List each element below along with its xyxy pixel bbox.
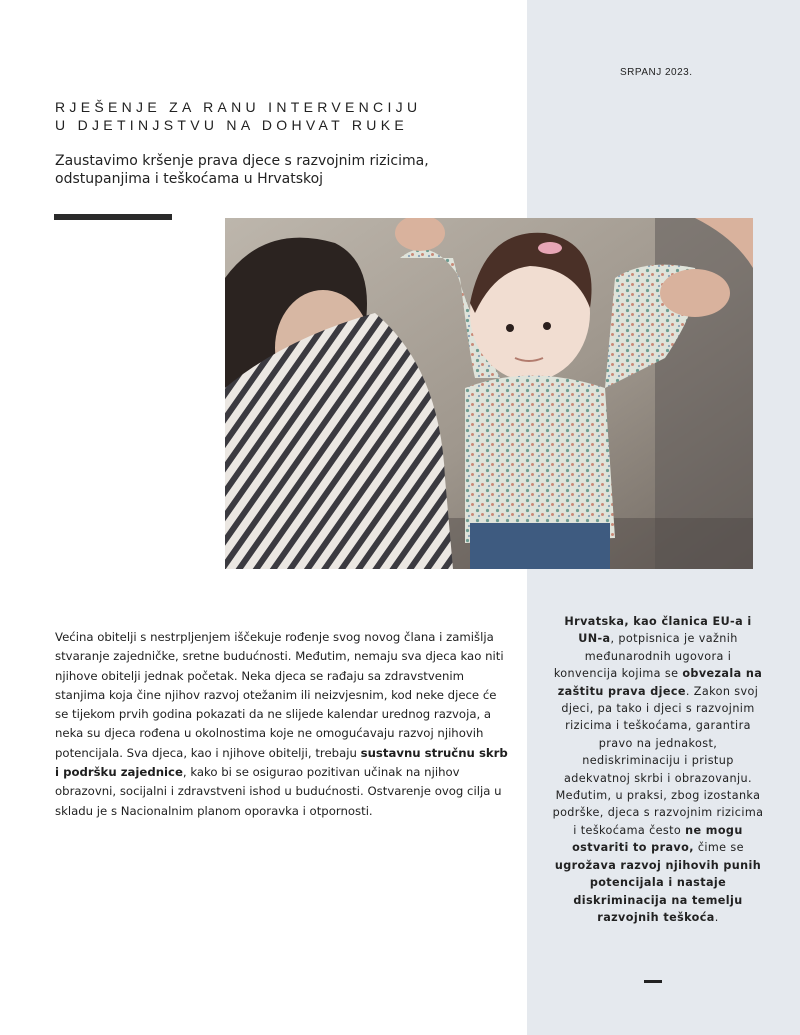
hero-photo bbox=[225, 218, 753, 569]
callout-bold-5: ne mogu ostvariti to pravo, bbox=[572, 823, 743, 855]
callout-bold-7: ugrožava razvoj njihovih punih potencijala i nastaje diskriminacija na temelju razvojnih teškoća bbox=[554, 858, 762, 924]
intro-text-1: Većina obitelji s nestrpljenjem iščekuje rođenje svog novog člana i zamišlja stvaranje zajedničke, sretne budućnosti. Međutim, nemaju sva djeca kao niti njihove obitelji jednak početak. Neka djeca se rađaju sa zdravstvenim stanjima koja čine njihov razvoj otežanim ili neizvjesnim, kod neke djece će se tijekom prvih godina pokazati da ne slijede kalendar urednog razvoja, a neka su djeca rođena u okolnostima koje ne omogućavaju razvoj njihovih potencijala. Sva djeca, kao i njihove obitelji, trebaju bbox=[55, 630, 504, 760]
callout-text-8: . bbox=[714, 910, 719, 924]
callout-bold-1: Hrvatska, kao članica EU-a i UN-a bbox=[564, 615, 752, 646]
page-title bbox=[55, 98, 421, 134]
sidebar-callout bbox=[552, 613, 764, 926]
callout-text-2: , potpisnica je važnih međunarodnih ugovora i konvencija kojima se bbox=[553, 632, 738, 681]
callout-text-4: . Zakon svoj djeci, pa tako i djeci s razvojnim rizicima i teškoćama, garantira pravo na jednakost, nediskriminaciju i pristup adekvatnoj skrbi i obrazovanju. Međutim, u praksi, zbog izostanka podrške, djeca s razvojnim rizicima i teškoćama često bbox=[552, 684, 764, 837]
accent-divider bbox=[54, 214, 172, 220]
page-subtitle-line-2: odstupanjima i teškoćama u Hrvatskoj bbox=[55, 171, 324, 187]
page-title-line-2: U DJETINJSTVU NA DOHVAT RUKE bbox=[55, 117, 408, 133]
intro-text-bold: sustavnu stručnu skrb i podršku zajednice bbox=[55, 745, 508, 780]
page-subtitle bbox=[55, 152, 525, 188]
callout-text-6: čime se bbox=[693, 841, 744, 855]
publication-date: SRPANJ 2023. bbox=[620, 67, 693, 78]
page-subtitle-line-1: Zaustavimo kršenje prava djece s razvojnim rizicima, bbox=[55, 153, 429, 169]
sidebar-dash bbox=[644, 980, 662, 983]
photo-mother-child-icon bbox=[225, 218, 753, 569]
intro-text-2: , kako bi se osigurao pozitivan učinak na njihov obrazovni, socijalni i zdravstveni ishod u budućnosti. Ostvarenje ovog cilja u skladu je s Nacionalnim planom oporavka i otpornosti. bbox=[55, 765, 502, 818]
intro-paragraph bbox=[55, 628, 510, 821]
page-title-line-1: RJEŠENJE ZA RANU INTERVENCIJU bbox=[55, 99, 422, 115]
callout-bold-3: obvezala na zaštitu prava djece bbox=[557, 667, 763, 698]
